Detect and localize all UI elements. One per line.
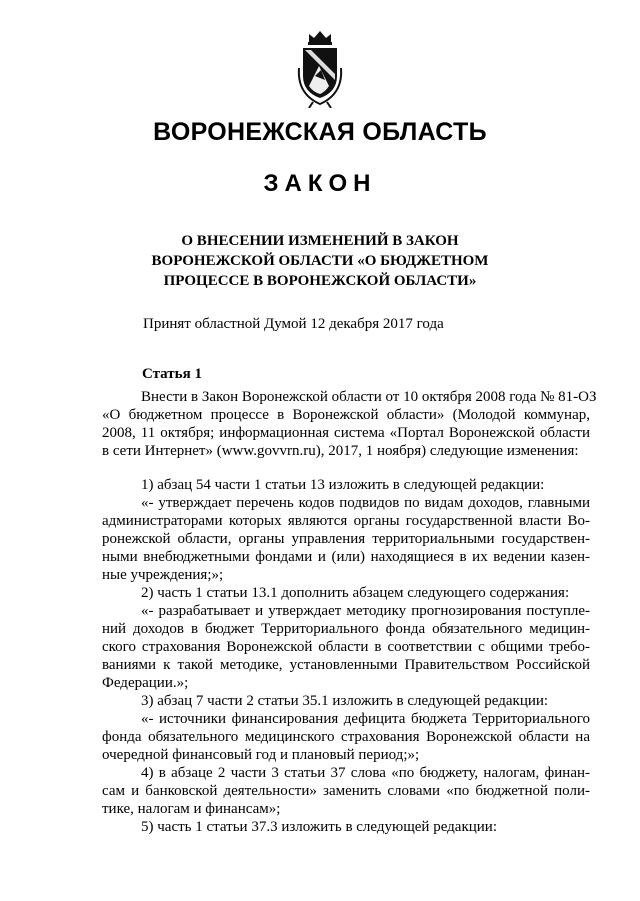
article-line: сам и банковской деятельности» заменить словами «по бюджетной поли-: [102, 783, 590, 799]
article-line: «- утверждает перечень кодов подвидов по видам доходов, главными: [141, 495, 590, 511]
article-line: ского страхования Воронежской области в соответствии с общими требо-: [102, 639, 590, 655]
article-line: фонда обязательного медицинского страхования Воронежской области на: [102, 729, 590, 745]
article-line: 3) абзац 7 части 2 статьи 35.1 изложить в следующей редакции:: [141, 693, 549, 709]
article-line: 1) абзац 54 части 1 статьи 13 изложить в следующей редакции:: [141, 477, 545, 493]
article-line: тике, налогам и финансам»;: [102, 801, 281, 817]
region-title: ВОРОНЕЖСКАЯ ОБЛАСТЬ: [153, 118, 487, 146]
voronezh-coat-of-arms-icon: [295, 28, 345, 108]
adoption-note: Принят областной Думой 12 декабря 2017 года: [143, 316, 444, 332]
article-line: ные учреждения;»;: [102, 567, 224, 583]
article-line: ний доходов в бюджет Территориального фонда обязательного медицин-: [102, 621, 590, 637]
law-title: [0, 231, 640, 291]
article-line: «- источники финансирования дефицита бюджета Территориального: [141, 711, 590, 727]
document-type: ЗАКОН: [263, 170, 377, 197]
article-line: Внести в Закон Воронежской области от 10 октября 2008 года № 81-ОЗ: [141, 389, 597, 405]
article-line: 2) часть 1 статьи 13.1 дополнить абзацем следующего содержания:: [141, 585, 570, 601]
law-title-line: О ВНЕСЕНИИ ИЗМЕНЕНИЙ В ЗАКОН: [181, 233, 459, 249]
article-line: 2008, 11 октября; информационная система «Портал Воронежской области: [102, 425, 590, 441]
article-line: в сети Интернет» (www.govvrn.ru), 2017, 1 ноября) следующие изменения:: [102, 443, 579, 459]
law-title-line: ВОРОНЕЖСКОЙ ОБЛАСТИ «О БЮДЖЕТНОМ: [151, 253, 489, 269]
article-line: Федерации.»;: [102, 675, 189, 691]
article-line: очередной финансовый год и плановый период;»;: [102, 747, 420, 763]
article-line: 5) часть 1 статьи 37.3 изложить в следующей редакции:: [141, 819, 497, 835]
article-line: «- разрабатывает и утверждает методику прогнозирования поступле-: [141, 603, 590, 619]
article-line: администраторами которых являются органы государственной власти Во-: [102, 513, 590, 529]
law-title-line: ПРОЦЕССЕ В ВОРОНЕЖСКОЙ ОБЛАСТИ»: [163, 273, 477, 289]
article-line: ваниями к такой методике, установленными Правительством Российской: [102, 657, 590, 673]
article-heading: Статья 1: [142, 366, 202, 382]
article-line: ными внебюджетными фондами и (или) находящиеся в их ведении казен-: [102, 549, 590, 565]
article-line: «О бюджетном процессе в Воронежской области» (Молодой коммунар,: [102, 407, 590, 423]
article-line: 4) в абзаце 2 части 3 статьи 37 слова «по бюджету, налогам, финан-: [141, 765, 590, 781]
article-line: ронежской области, органы управления территориальными государствен-: [102, 531, 590, 547]
